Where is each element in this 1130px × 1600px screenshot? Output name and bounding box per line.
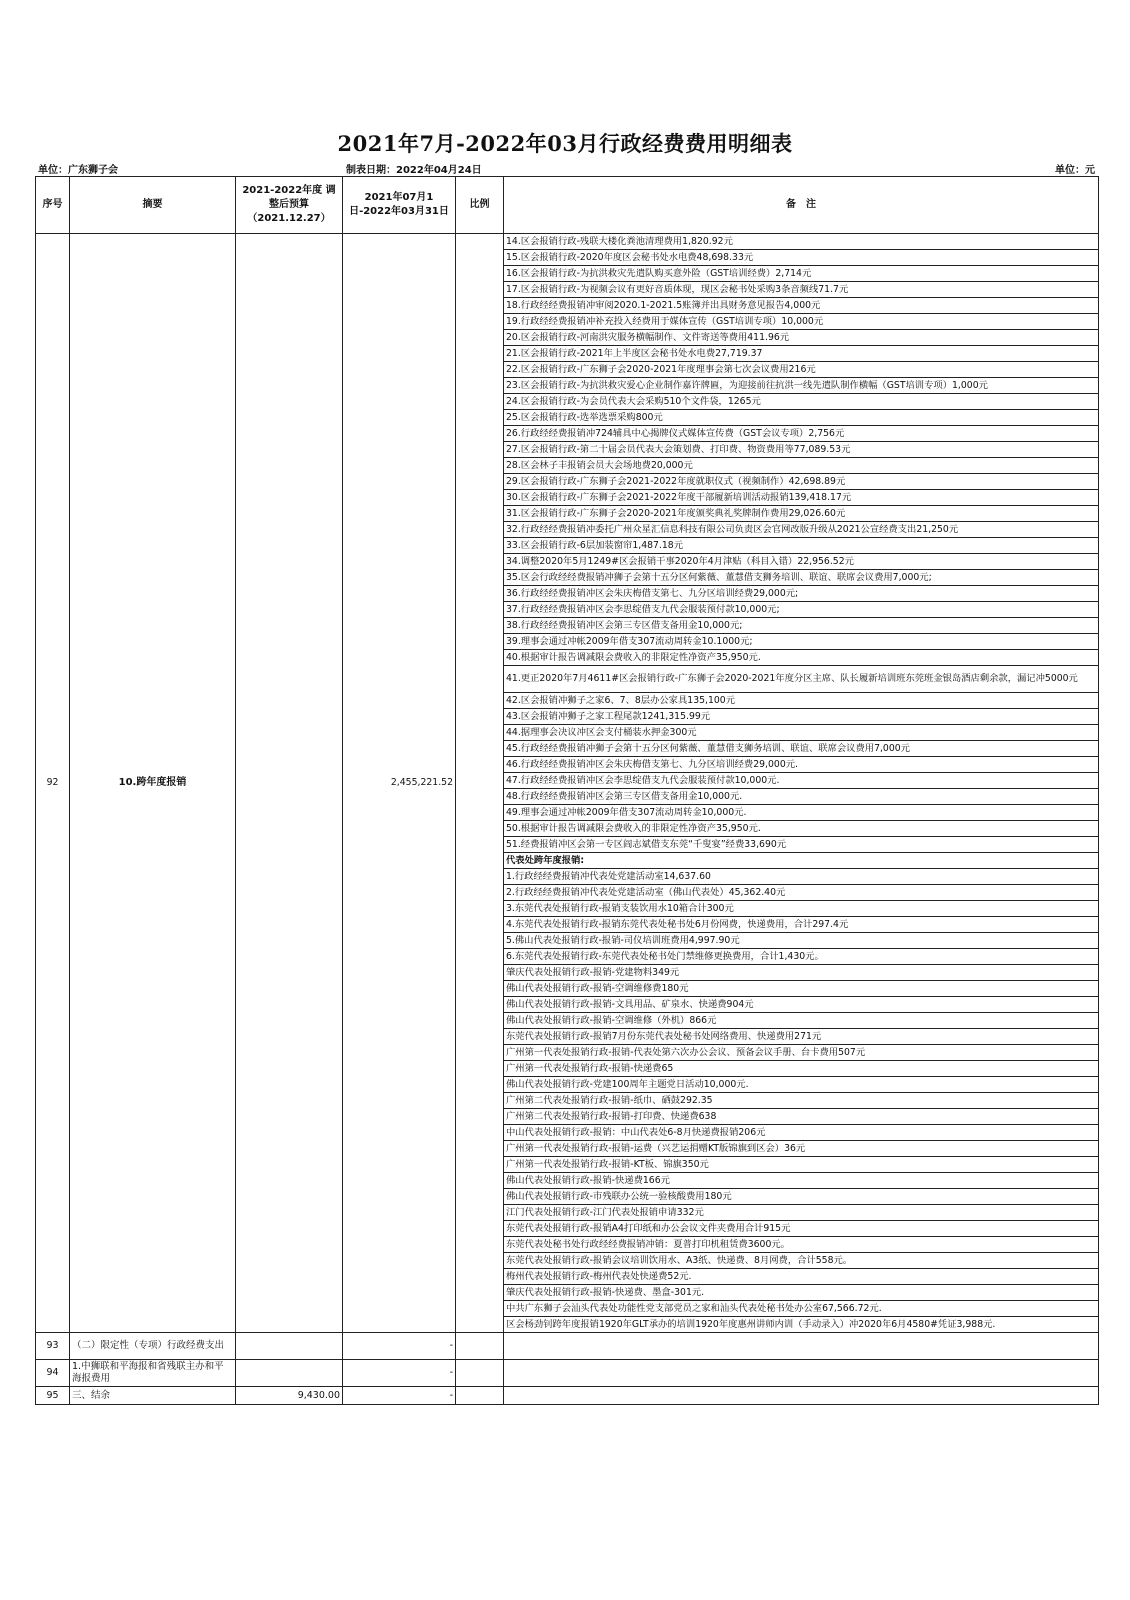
abstract-cell: 1.中狮联和平海报和省残联主办和平海报费用 — [70, 1360, 236, 1387]
note-cell: 17.区会报销行政-为视频会议有更好音质体现，现区会秘书处采购3条音频线71.7元 — [504, 282, 1099, 298]
note-cell: 1.行政经经费报销冲代表处党建活动室14,637.60 — [504, 869, 1099, 885]
note-cell: 43.区会报销冲狮子之家工程尾款1241,315.99元 — [504, 709, 1099, 725]
actual-cell: - — [343, 1360, 456, 1387]
note-cell: 27.区会报销行政-第二十届会员代表大会策划费、打印费、物资费用等77,089.53元 — [504, 442, 1099, 458]
budget-cell — [236, 234, 343, 1333]
note-cell: 30.区会报销行政-广东狮子会2021-2022年度干部履新培训活动报销139,418.17元 — [504, 490, 1099, 506]
note-cell: 佛山代表处报销行政-报销-文具用品、矿泉水、快递费904元 — [504, 997, 1099, 1013]
note-cell: 48.行政经经费报销冲区会第三专区借支备用金10,000元. — [504, 789, 1099, 805]
note-cell: 15.区会报销行政-2020年度区会秘书处水电费48,698.33元 — [504, 250, 1099, 266]
table-row — [36, 234, 1099, 250]
budget-cell — [236, 1360, 343, 1387]
expense-table — [35, 176, 1099, 1405]
abstract-cell: （二）限定性（专项）行政经费支出 — [70, 1333, 236, 1360]
note-cell: 广州第一代表处报销行政-报销-快递费65 — [504, 1061, 1099, 1077]
seq-cell: 93 — [36, 1333, 70, 1360]
note-cell: 佛山代表处报销行政-党建100周年主题党日活动10,000元. — [504, 1077, 1099, 1093]
note-cell: 34.调整2020年5月1249#区会报销干事2020年4月津贴（科目入错）22,956.52元 — [504, 554, 1099, 570]
note-cell: 佛山代表处报销行政-报销-空调维修（外机）866元 — [504, 1013, 1099, 1029]
note-cell: 14.区会报销行政-残联大楼化粪池清理费用1,820.92元 — [504, 234, 1099, 250]
note-cell: 6.东莞代表处报销行政-东莞代表处秘书处门禁维修更换费用，合计1,430元。 — [504, 949, 1099, 965]
note-cell: 21.区会报销行政-2021年上半度区会秘书处水电费27,719.37 — [504, 346, 1099, 362]
note-cell: 广州第一代表处报销行政-报销-代表处第六次办公会议、预备会议手册、台卡费用507元 — [504, 1045, 1099, 1061]
note-cell: 23.区会报销行政-为抗洪救灾爱心企业制作嘉许牌匾，为迎接前往抗洪一线先遣队制作横幅（GST培训专项）1,000元 — [504, 378, 1099, 394]
note-cell: 29.区会报销行政-广东狮子会2021-2022年度就职仪式（视频制作）42,698.89元 — [504, 474, 1099, 490]
currency-unit: 单位：元 — [1055, 165, 1095, 176]
note-cell: 广州第二代表处报销行政-报销-打印费、快递费638 — [504, 1109, 1099, 1125]
note-cell — [504, 1333, 1099, 1360]
note-cell: 44.据理事会决议冲区会支付桶装水押金300元 — [504, 725, 1099, 741]
abstract-cell: 10.跨年度报销 — [70, 234, 236, 1333]
note-cell: 37.行政经经费报销冲区会李思绽借支九代会服装预付款10,000元; — [504, 602, 1099, 618]
seq-cell: 95 — [36, 1387, 70, 1405]
table-row — [36, 1333, 1099, 1360]
note-cell: 16.区会报销行政-为抗洪救灾先遣队购买意外险（GST培训经费）2,714元 — [504, 266, 1099, 282]
note-cell: 东莞代表处秘书处行政经经费报销冲销：夏普打印机租赁费3600元。 — [504, 1237, 1099, 1253]
note-cell: 41.更正2020年7月4611#区会报销行政-广东狮子会2020-2021年度分区主席、队长履新培训班东莞班金银岛酒店剩余款，漏记冲5000元 — [504, 666, 1099, 693]
seq-cell: 92 — [36, 234, 70, 1333]
note-cell: 25.区会报销行政-选举选票采购800元 — [504, 410, 1099, 426]
note-cell: 45.行政经经费报销冲狮子会第十五分区何紫薇、董慧借支狮务培训、联谊、联席会议费用7,000元 — [504, 741, 1099, 757]
note-cell: 江门代表处报销行政-江门代表处报销申请332元 — [504, 1205, 1099, 1221]
page-title: 2021年7月-2022年03月行政经费费用明细表 — [337, 131, 793, 156]
note-cell: 46.行政经经费报销冲区会朱庆梅借支第七、九分区培训经费29,000元. — [504, 757, 1099, 773]
note-cell: 31.区会报销行政-广东狮子会2020-2021年度颁奖典礼奖牌制作费用29,026.60元 — [504, 506, 1099, 522]
note-cell: 区会杨劲钊跨年度报销1920年GLT承办的培训1920年度惠州讲师内训（手动录入）冲2020年6月4580#凭证3,988元. — [504, 1317, 1099, 1333]
note-cell: 20.区会报销行政-河南洪灾服务横幅制作、文件寄送等费用411.96元 — [504, 330, 1099, 346]
col-ratio: 比例 — [456, 177, 504, 234]
note-cell: 肇庆代表处报销行政-报销-快递费、墨盒-301元. — [504, 1285, 1099, 1301]
note-cell: 49.理事会通过冲帐2009年借支307流动周转金10,000元. — [504, 805, 1099, 821]
note-cell: 3.东莞代表处报销行政-报销支装饮用水10箱合计300元 — [504, 901, 1099, 917]
note-cell: 40.根据审计报告调减限会费收入的非限定性净资产35,950元. — [504, 650, 1099, 666]
ratio-cell — [456, 1387, 504, 1405]
note-cell: 广州第一代表处报销行政-报销-KT板、锦旗350元 — [504, 1157, 1099, 1173]
table-row — [36, 1387, 1099, 1405]
seq-cell: 94 — [36, 1360, 70, 1387]
budget-cell: 9,430.00 — [236, 1387, 343, 1405]
note-cell: 东莞代表处报销行政-报销7月份东莞代表处秘书处网络费用、快递费用271元 — [504, 1029, 1099, 1045]
note-cell: 佛山代表处报销行政-报销-快递费166元 — [504, 1173, 1099, 1189]
note-cell: 28.区会林子丰报销会员大会场地费20,000元 — [504, 458, 1099, 474]
note-cell: 广州第二代表处报销行政-报销-纸巾、硒鼓292.35 — [504, 1093, 1099, 1109]
table-row — [36, 1360, 1099, 1387]
actual-cell: - — [343, 1387, 456, 1405]
budget-cell — [236, 1333, 343, 1360]
note-cell: 东莞代表处报销行政-报销A4打印纸和办公会议文件夹费用合计915元 — [504, 1221, 1099, 1237]
note-cell: 18.行政经经费报销冲审阅2020.1-2021.5账簿并出具财务意见报告4,000元 — [504, 298, 1099, 314]
note-cell: 51.经费报销冲区会第一专区阎志斌借支东莞“千叟宴”经费33,690元 — [504, 837, 1099, 853]
note-cell: 38.行政经经费报销冲区会第三专区借支备用金10,000元; — [504, 618, 1099, 634]
note-cell: 32.行政经经费报销冲委托广州众星汇信息科技有限公司负责区会官网改版升级从2021公宣经费支出21,250元 — [504, 522, 1099, 538]
note-cell: 24.区会报销行政-为会员代表大会采购510个文件袋，1265元 — [504, 394, 1099, 410]
note-cell: 39.理事会通过冲帐2009年借支307流动周转金10.1000元; — [504, 634, 1099, 650]
note-cell: 2.行政经经费报销冲代表处党建活动室（佛山代表处）45,362.40元 — [504, 885, 1099, 901]
col-budget: 2021-2022年度 调整后预算（2021.12.27） — [236, 177, 343, 234]
note-cell: 50.根据审计报告调减限会费收入的非限定性净资产35,950元. — [504, 821, 1099, 837]
note-cell: 梅州代表处报销行政-梅州代表处快递费52元. — [504, 1269, 1099, 1285]
actual-cell: 2,455,221.52 — [343, 234, 456, 1333]
actual-cell: - — [343, 1333, 456, 1360]
note-cell: 26.行政经经费报销冲724辅具中心揭牌仪式媒体宣传费（GST会议专项）2,756元 — [504, 426, 1099, 442]
note-cell: 代表处跨年度报销: — [504, 853, 1099, 869]
report-date: 制表日期：2022年04月24日 — [346, 165, 482, 176]
note-cell: 佛山代表处报销行政-报销-空调维修费180元 — [504, 981, 1099, 997]
note-cell — [504, 1387, 1099, 1405]
note-cell: 广州第一代表处报销行政-报销-运费（兴艺运捐赠KT版锦旗到区会）36元 — [504, 1141, 1099, 1157]
note-cell: 33.区会报销行政-6层加装窗帘1,487.18元 — [504, 538, 1099, 554]
note-cell — [504, 1360, 1099, 1387]
note-cell: 22.区会报销行政-广东狮子会2020-2021年度理事会第七次会议费用216元 — [504, 362, 1099, 378]
table-header-row — [36, 177, 1099, 234]
unit-label: 单位：广东狮子会 — [38, 165, 118, 176]
abstract-cell: 三、结余 — [70, 1387, 236, 1405]
note-cell: 35.区会行政经经费报销冲狮子会第十五分区何紫薇、董慧借支狮务培训、联谊、联席会议费用7,000元; — [504, 570, 1099, 586]
note-cell: 佛山代表处报销行政-市残联办公统一验核酸费用180元 — [504, 1189, 1099, 1205]
note-cell: 中共广东狮子会汕头代表处功能性党支部党员之家和汕头代表处秘书处办公室67,566.72元. — [504, 1301, 1099, 1317]
note-cell: 42.区会报销冲狮子之家6、7、8层办公家具135,100元 — [504, 693, 1099, 709]
ratio-cell — [456, 234, 504, 1333]
note-cell: 肇庆代表处报销行政-报销-党建物料349元 — [504, 965, 1099, 981]
note-cell: 47.行政经经费报销冲区会李思绽借支九代会服装预付款10,000元. — [504, 773, 1099, 789]
note-cell: 中山代表处报销行政-报销：中山代表处6-8月快递费报销206元 — [504, 1125, 1099, 1141]
note-cell: 5.佛山代表处报销行政-报销-司仪培训班费用4,997.90元 — [504, 933, 1099, 949]
note-cell: 4.东莞代表处报销行政-报销东莞代表处秘书处6月份网费，快递费用，合计297.4元 — [504, 917, 1099, 933]
col-abstract: 摘要 — [70, 177, 236, 234]
note-cell: 36.行政经经费报销冲区会朱庆梅借支第七、九分区培训经费29,000元; — [504, 586, 1099, 602]
col-seq: 序号 — [36, 177, 70, 234]
ratio-cell — [456, 1360, 504, 1387]
col-notes: 备 注 — [504, 177, 1099, 234]
note-cell: 东莞代表处报销行政-报销会议培训饮用水、A3纸、快递费、8月网费，合计558元。 — [504, 1253, 1099, 1269]
ratio-cell — [456, 1333, 504, 1360]
col-actual: 2021年07月1日-2022年03月31日 — [343, 177, 456, 234]
note-cell: 19.行政经经费报销冲补充投入经费用于媒体宣传（GST培训专项）10,000元 — [504, 314, 1099, 330]
